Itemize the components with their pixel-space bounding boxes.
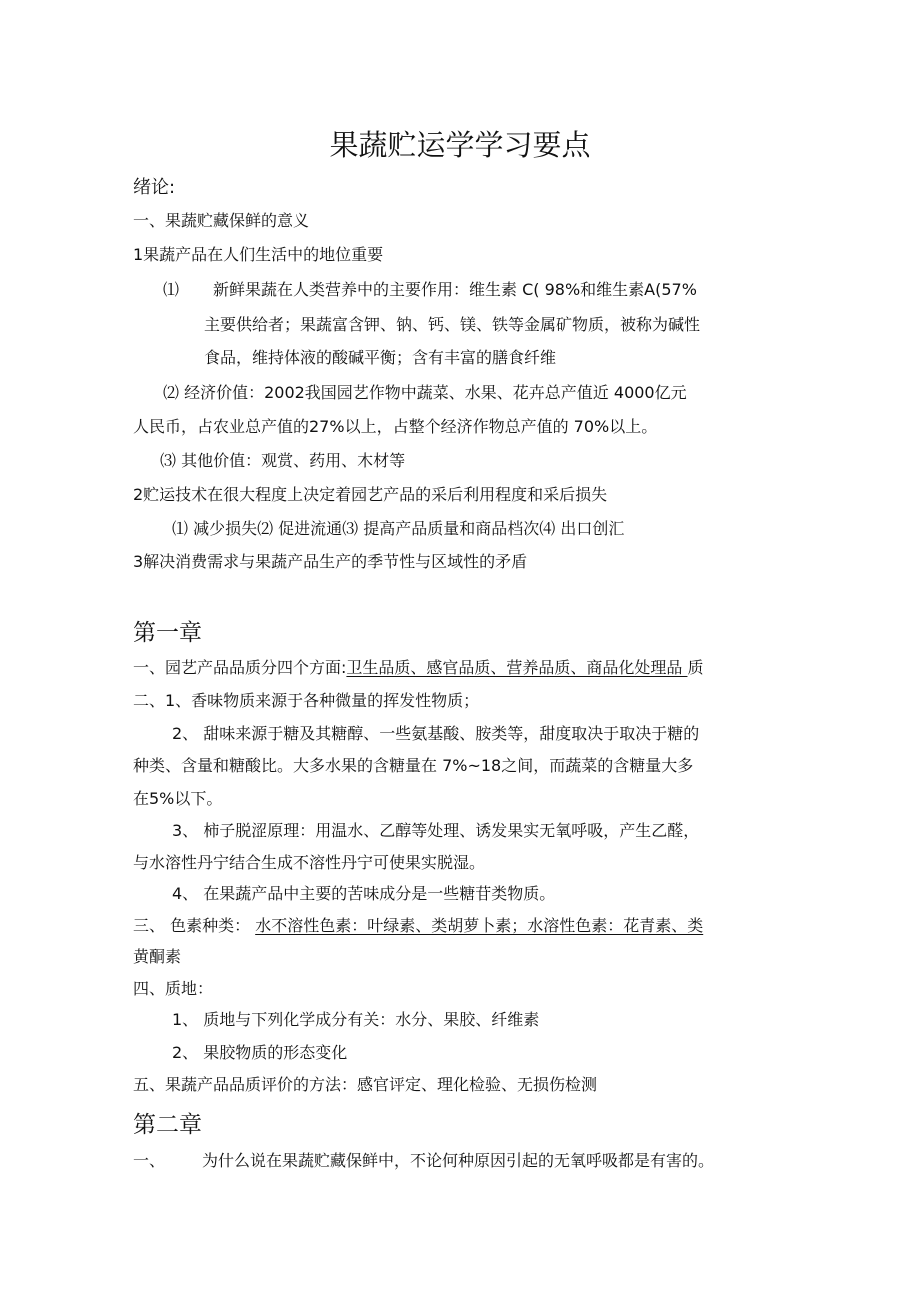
paragraph: 在5%以下。 — [133, 789, 223, 808]
paragraph: 新鲜果蔬在人类营养中的主要作用：维生素 C( 98%和维生素A(57% — [213, 280, 697, 299]
text: 三、 色素种类： — [133, 916, 256, 935]
paragraph: 五、果蔬产品品质评价的方法：感官评定、理化检验、无损伤检测 — [133, 1075, 598, 1094]
text: 一、园艺产品品质分四个方面: — [133, 658, 347, 677]
paragraph: 主要供给者；果蔬富含钾、钠、钙、镁、铁等金属矿物质，被称为碱性 — [204, 315, 701, 334]
paragraph: 1、 质地与下列化学成分有关：水分、果胶、纤维素 — [172, 1010, 540, 1029]
list-number: ⑴ — [163, 280, 180, 299]
paragraph: 3、 柿子脱涩原理：用温水、乙醇等处理、诱发果实无氧呼吸，产生乙醛， — [172, 821, 700, 840]
paragraph: 四、质地： — [133, 979, 214, 998]
underlined-text: 水不溶性色素：叶绿素、类胡萝卜素；水溶性色素：花青素、类 — [255, 916, 704, 935]
paragraph: 人民币，占农业总产值的27%以上，占整个经济作物总产值的 70%以上。 — [133, 417, 658, 436]
chapter-heading: 第一章 — [133, 620, 202, 646]
paragraph: 2贮运技术在很大程度上决定着园艺产品的采后利用程度和采后损失 — [133, 485, 608, 504]
section-heading: 一、果蔬贮藏保鲜的意义 — [133, 211, 310, 230]
paragraph: 种类、含量和糖酸比。大多水果的含糖量在 7%~18之间，而蔬菜的含糖量大多 — [133, 756, 694, 775]
paragraph: ⑵ 经济价值：2002我国园艺作物中蔬菜、水果、花卉总产值近 4000亿元 — [163, 383, 687, 402]
list-number: 一、 — [133, 1151, 166, 1170]
paragraph: ⑴ 减少损失⑵ 促进流通⑶ 提高产品质量和商品档次⑷ 出口创汇 — [172, 519, 625, 538]
paragraph: 4、 在果蔬产品中主要的苦味成分是一些糖苷类物质。 — [172, 884, 556, 903]
paragraph: 1果蔬产品在人们生活中的地位重要 — [133, 245, 384, 264]
paragraph: 3解决消费需求与果蔬产品生产的季节性与区域性的矛盾 — [133, 552, 528, 571]
intro-heading: 绪论: — [133, 177, 176, 198]
paragraph: ⑶ 其他价值：观赏、药用、木材等 — [160, 451, 406, 470]
underlined-text: 卫生品质、感官品质、营养品质、商品化处理品 — [346, 658, 688, 677]
paragraph: 食品，维持体液的酸碱平衡；含有丰富的膳食纤维 — [204, 348, 557, 367]
paragraph: 为什么说在果蔬贮藏保鲜中，不论何种原因引起的无氧呼吸都是有害的。 — [202, 1151, 715, 1170]
chapter-heading: 第二章 — [133, 1112, 202, 1138]
paragraph — [133, 916, 703, 936]
paragraph: 与水溶性丹宁结合生成不溶性丹宁可使果实脱湿。 — [133, 853, 486, 872]
paragraph: 2、 果胶物质的形态变化 — [172, 1043, 348, 1062]
text: 质 — [687, 658, 704, 677]
page-title: 果蔬贮运学学习要点 — [329, 128, 591, 162]
paragraph: 2、 甜味来源于糖及其糖醇、一些氨基酸、胺类等，甜度取决于取决于糖的 — [172, 724, 700, 743]
paragraph — [133, 658, 704, 678]
paragraph: 黄酮素 — [133, 947, 182, 966]
paragraph: 二、1、香味物质来源于各种微量的挥发性物质； — [133, 691, 480, 710]
